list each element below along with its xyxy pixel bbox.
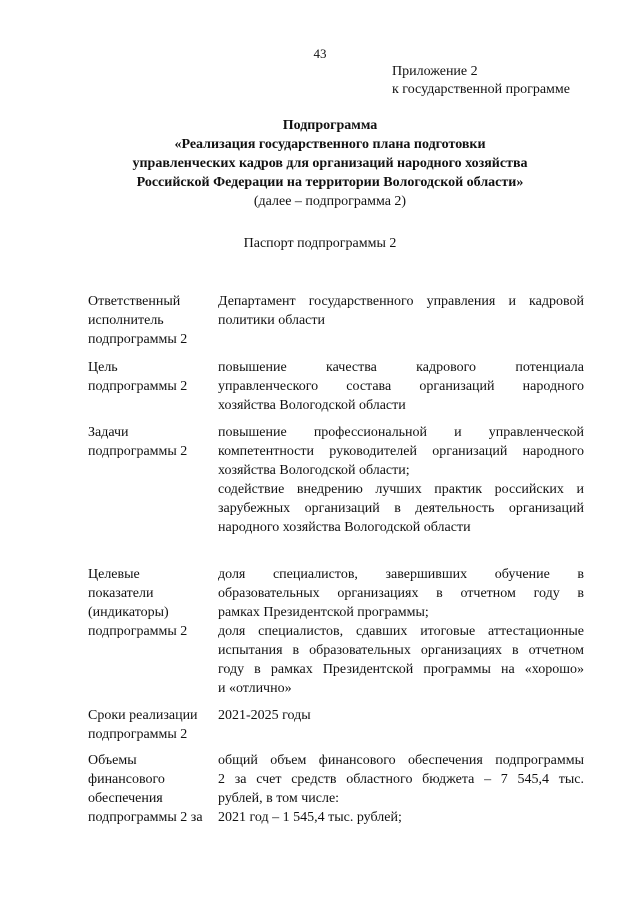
value-line: политики области (218, 313, 325, 328)
label-line: подпрограммы 2 (88, 624, 188, 639)
value-line: доля специалистов, сдавших итоговые аттестационные (218, 624, 584, 639)
row-label (88, 358, 218, 415)
title-line-2: «Реализация государственного плана подготовки (174, 137, 486, 152)
title-line-1: Подпрограмма (282, 118, 378, 133)
value-line: компетентности руководителей организаций народного (218, 444, 584, 459)
label-line: показатели (88, 586, 154, 601)
label-line: Задачи (88, 425, 129, 440)
label-line: Объемы (88, 753, 137, 768)
row-value (218, 751, 584, 827)
label-line: Цель (88, 360, 118, 375)
value-line: зарубежных организаций в деятельность организаций (218, 501, 584, 516)
value-line: испытания в образовательных организациях в отчетном (218, 643, 584, 658)
row-value (218, 565, 584, 698)
value-line: общий объем финансового обеспечения подпрограммы (218, 753, 584, 768)
value-line: рамках Президентской программы; (218, 605, 429, 620)
row-label (88, 565, 218, 698)
label-line: обеспечения (88, 791, 163, 806)
label-line: подпрограммы 2 (88, 379, 188, 394)
value-line: 2021-2025 годы (218, 708, 311, 723)
passport-heading: Паспорт подпрограммы 2 (243, 236, 397, 251)
row-value (218, 292, 584, 349)
row-value (218, 358, 584, 415)
label-line: Сроки реализации (88, 708, 198, 723)
value-line: образовательных организациях в отчетном году в (218, 586, 584, 601)
value-line: повышение профессиональной и управленческой (218, 425, 584, 440)
title-line-5: (далее – подпрограмма 2) (253, 194, 407, 209)
value-line: повышение качества кадрового потенциала (218, 360, 584, 375)
value-line: доля специалистов, завершивших обучение в (218, 567, 584, 582)
row-label (88, 706, 218, 744)
value-line: управленческого состава организаций народного (218, 379, 584, 394)
label-line: подпрограммы 2 (88, 727, 188, 742)
passport-row-period (88, 706, 586, 744)
title-line-4: Российской Федерации на территории Вологодской области» (136, 175, 524, 190)
label-line: исполнитель (88, 313, 164, 328)
row-value (218, 706, 584, 744)
row-label (88, 292, 218, 349)
value-line: 2021 год – 1 545,4 тыс. рублей; (218, 810, 402, 825)
appendix-note (392, 63, 570, 99)
row-label (88, 751, 218, 827)
appendix-line-1: Приложение 2 (392, 64, 478, 79)
value-line: 2 за счет средств областного бюджета – 7 545,4 тыс. (218, 772, 584, 787)
row-label (88, 423, 218, 537)
page-number: 43 (313, 46, 327, 61)
label-line: (индикаторы) (88, 605, 169, 620)
value-line: рублей, в том числе: (218, 791, 340, 806)
value-line: содействие внедрению лучших практик российских и (218, 482, 584, 497)
label-line: подпрограммы 2 (88, 444, 188, 459)
row-value (218, 423, 584, 537)
document-title (80, 116, 580, 211)
label-line: подпрограммы 2 за (88, 810, 203, 825)
label-line: Ответственный (88, 294, 181, 309)
label-line: финансового (88, 772, 165, 787)
title-line-3: управленческих кадров для организаций народного хозяйства (132, 156, 528, 171)
passport-row-responsible (88, 292, 586, 349)
passport-row-funding (88, 751, 586, 827)
passport-row-tasks (88, 423, 586, 537)
value-line: Департамент государственного управления и кадровой (218, 294, 584, 309)
value-line: хозяйства Вологодской области; (218, 463, 410, 478)
value-line: хозяйства Вологодской области (218, 398, 406, 413)
appendix-line-2: к государственной программе (392, 82, 570, 97)
passport-row-goal (88, 358, 586, 415)
value-line: народного хозяйства Вологодской области (218, 520, 471, 535)
value-line: году в рамках Президентской программы на «хорошо» (218, 662, 584, 677)
value-line: и «отлично» (218, 681, 292, 696)
label-line: Целевые (88, 567, 140, 582)
passport-row-indicators (88, 565, 586, 698)
label-line: подпрограммы 2 (88, 332, 188, 347)
